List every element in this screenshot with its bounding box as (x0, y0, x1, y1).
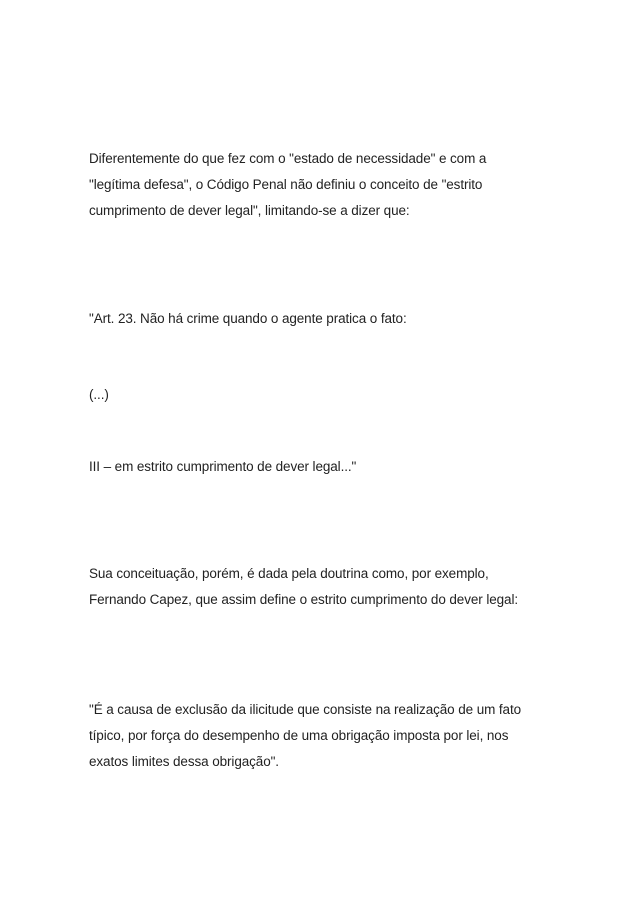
text-line: III – em estrito cumprimento de dever legal..." (89, 459, 357, 474)
paragraph-article-quote (89, 306, 559, 332)
text-line: "Art. 23. Não há crime quando o agente pratica o fato: (89, 311, 407, 326)
paragraph-ellipsis (89, 382, 559, 408)
text-line: Fernando Capez, que assim define o estrito cumprimento do dever legal: (89, 592, 518, 607)
paragraph-definition-quote (89, 697, 559, 775)
text-line: Diferentemente do que fez com o "estado de necessidade" e com a (89, 151, 487, 166)
paragraph-article-item (89, 454, 559, 480)
text-line: "É a causa de exclusão da ilicitude que consiste na realização de um fato (89, 702, 522, 717)
text-line: exatos limites dessa obrigação". (89, 754, 279, 769)
text-line: cumprimento de dever legal", limitando-se a dizer que: (89, 203, 410, 218)
paragraph-intro (89, 146, 559, 224)
text-line: Sua conceituação, porém, é dada pela doutrina como, por exemplo, (89, 566, 489, 581)
paragraph-doctrine (89, 561, 559, 613)
text-line: (...) (89, 387, 109, 402)
text-line: típico, por força do desempenho de uma obrigação imposta por lei, nos (89, 728, 509, 743)
text-line: "legítima defesa", o Código Penal não definiu o conceito de "estrito (89, 177, 483, 192)
